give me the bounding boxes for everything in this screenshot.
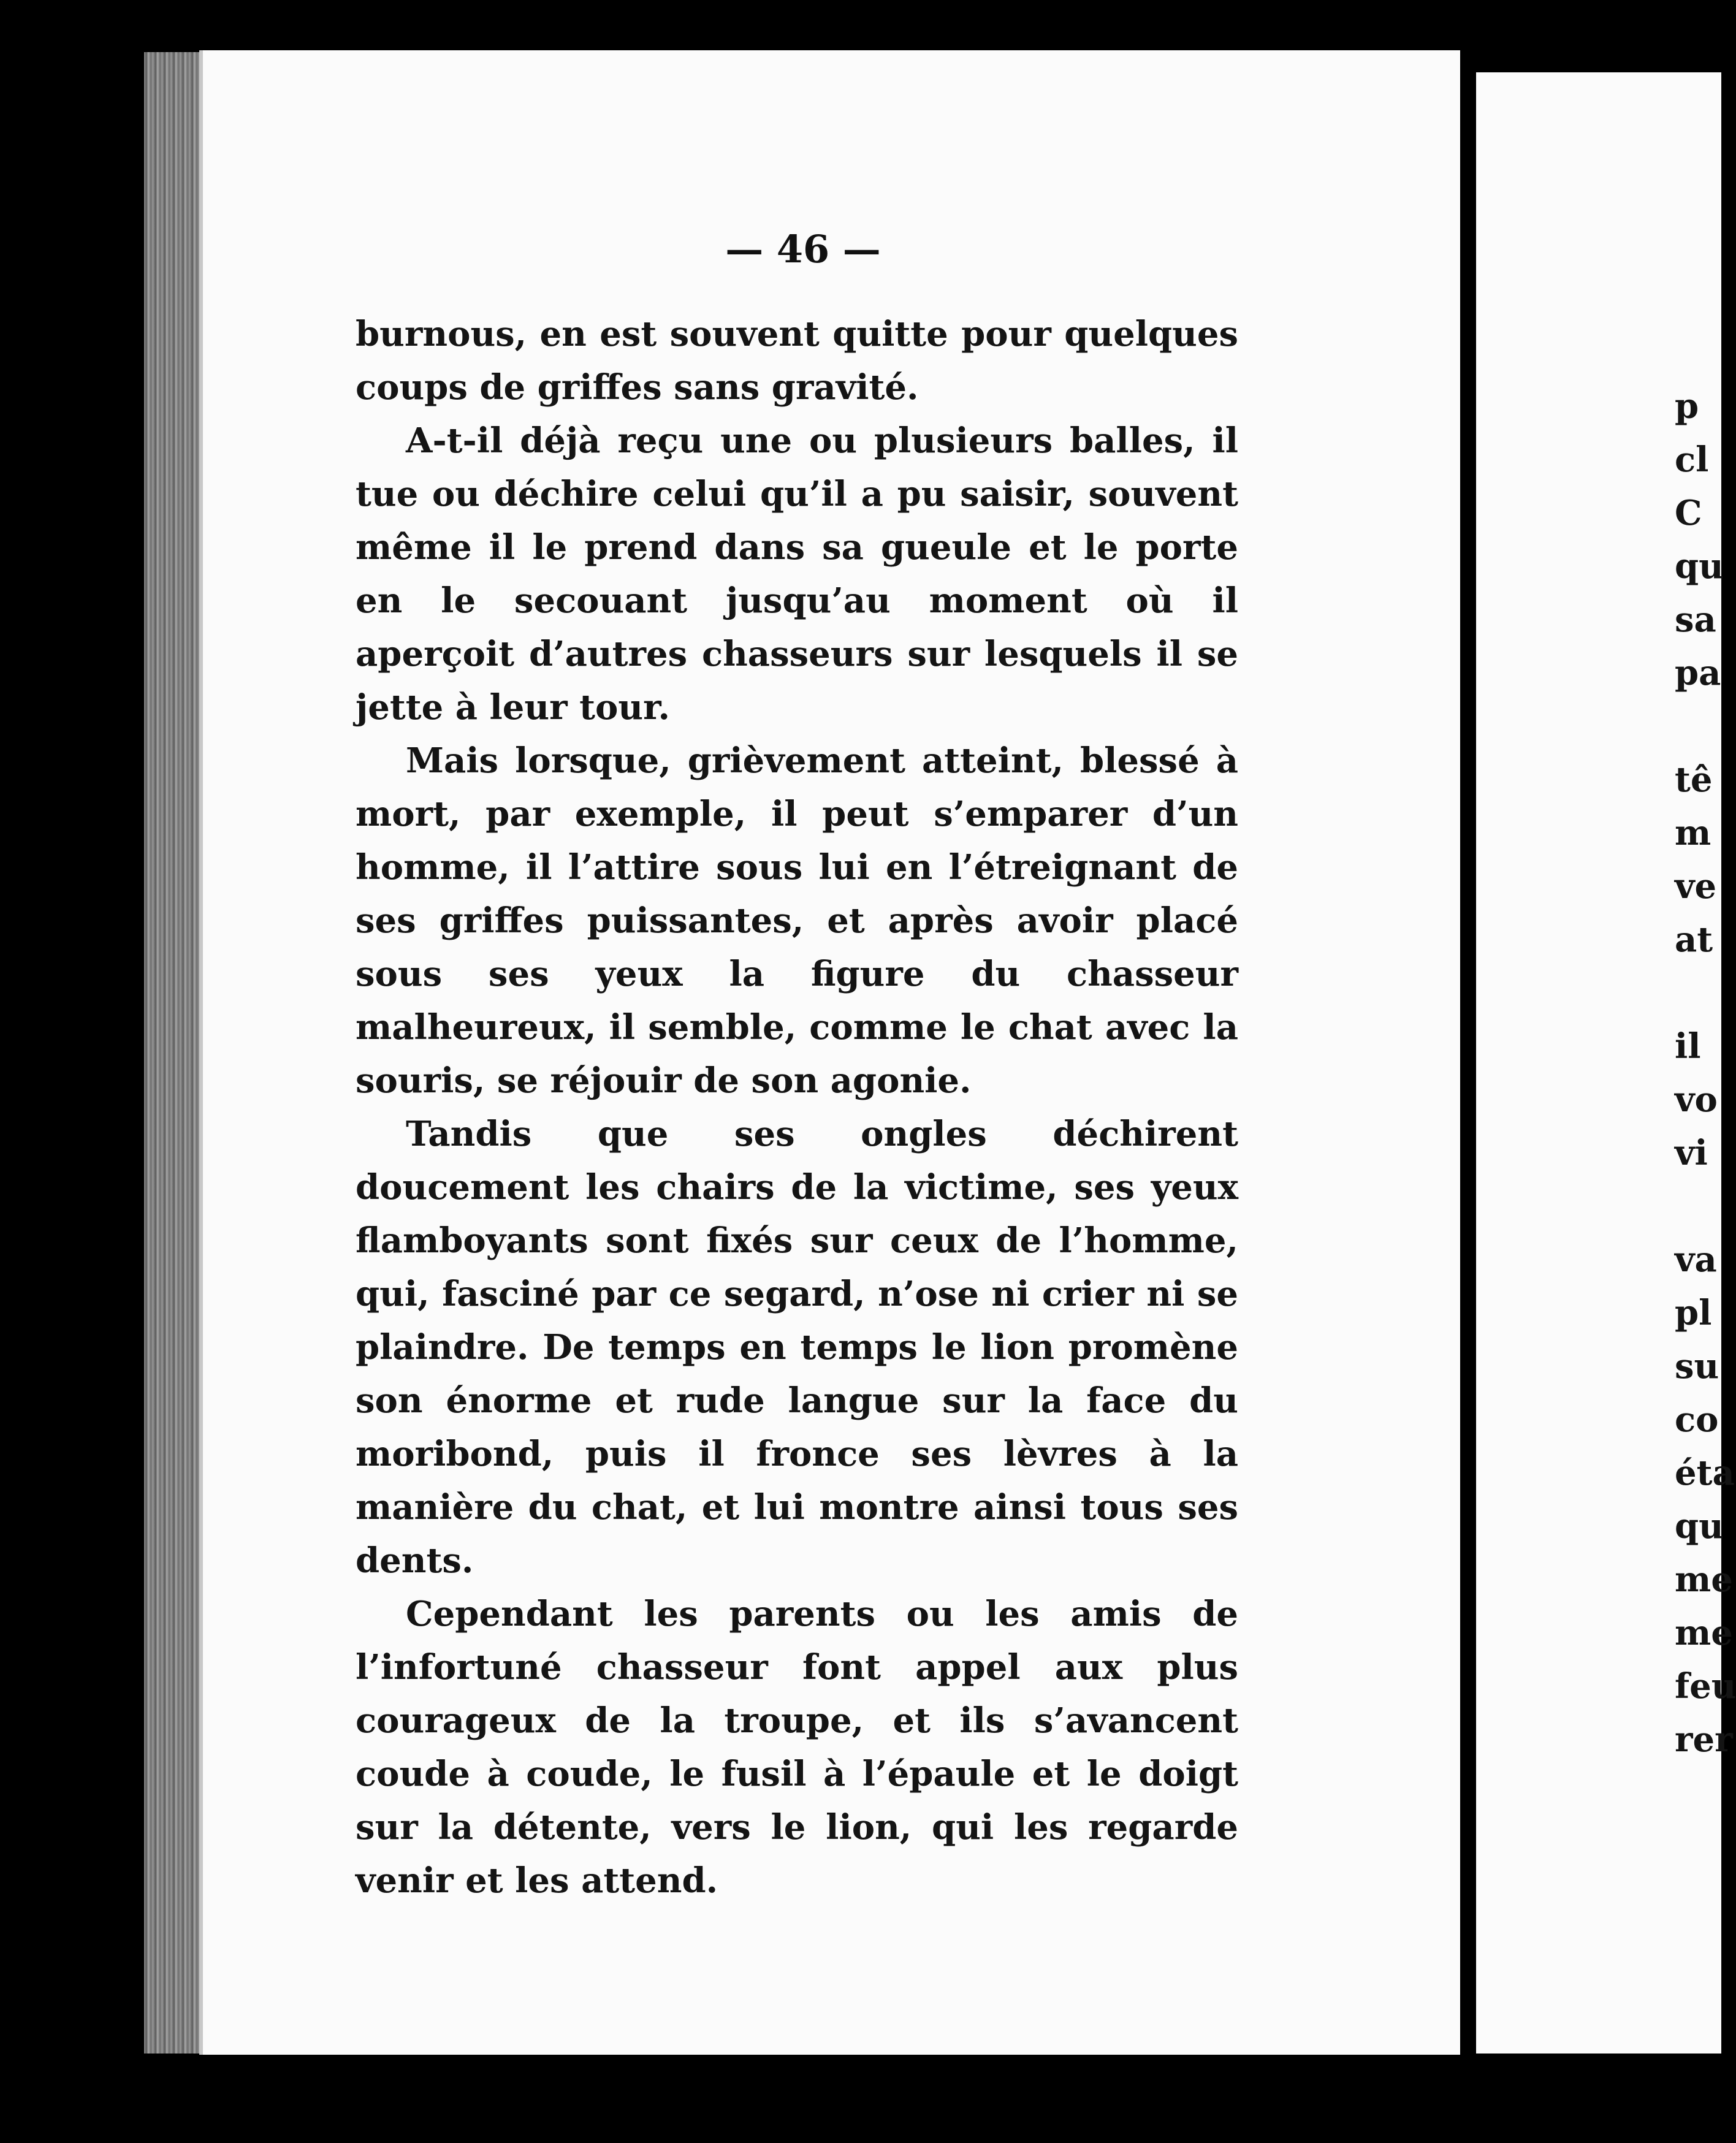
facing-fragment: vi: [1675, 1133, 1708, 1173]
facing-fragment: p: [1675, 386, 1699, 427]
facing-fragment: sa: [1675, 600, 1716, 640]
page-number: — 46 —: [725, 227, 881, 272]
facing-fragment: tê: [1675, 759, 1713, 800]
facing-fragment: éta: [1675, 1453, 1735, 1493]
paragraph-4: Tandis que ses ongles déchirent doucement les chairs de la victime, ses yeux flamboyants sont fixés sur ceux de l’homme, qui, fasciné par ce segard, n’ose ni crier ni se plaindre. De temps en temps le lion promène son énorme et rude langue sur la face du moribond, puis il fronce ses lèvres à la manière du chat, et lui montre ainsi tous ses dents.: [356, 1114, 1238, 1581]
paragraph-1: burnous, en est souvent quitte pour quelques coups de griffes sans gravité.: [356, 314, 1238, 408]
facing-fragment: co: [1675, 1399, 1719, 1440]
facing-fragment: rer: [1675, 1719, 1733, 1760]
facing-fragment: m: [1675, 813, 1711, 853]
facing-fragment: pl: [1675, 1293, 1712, 1333]
facing-fragment: pa: [1675, 653, 1721, 693]
facing-fragment: ve: [1675, 866, 1717, 907]
book-spine: [144, 52, 202, 2054]
facing-fragment: qu: [1675, 1506, 1724, 1547]
facing-page-text: [1675, 380, 1736, 1767]
facing-fragment: feu: [1675, 1666, 1736, 1707]
facing-fragment: qu: [1675, 546, 1724, 587]
facing-fragment: su: [1675, 1346, 1719, 1387]
paragraph-2: A-t-il déjà reçu une ou plusieurs balles, il tue ou déchire celui qu’il a pu saisir, souvent même il le prend dans sa gueule et le porte en le secouant jusqu’au moment où il aperçoit d’autres chasseurs sur lesquels il se jette à leur tour.: [356, 421, 1238, 728]
facing-fragment: C: [1675, 493, 1702, 533]
facing-fragment: va: [1675, 1239, 1717, 1280]
facing-fragment: me: [1675, 1559, 1733, 1600]
facing-fragment: me: [1675, 1613, 1733, 1653]
facing-fragment: il: [1675, 1026, 1701, 1067]
facing-fragment: vo: [1675, 1079, 1718, 1120]
body-text: [356, 308, 1238, 1908]
paragraph-5: Cependant les parents ou les amis de l’infortuné chasseur font appel aux plus courageux de la troupe, et ils s’avancent coude à coude, le fusil à l’épaule et le doigt sur la détente, vers le lion, qui les regarde venir et les attend.: [356, 1594, 1238, 1901]
facing-fragment: cl: [1675, 440, 1709, 480]
paragraph-3: Mais lorsque, grièvement atteint, blessé à mort, par exemple, il peut s’emparer d’un homme, il l’attire sous lui en l’étreignant de ses griffes puissantes, et après avoir placé sous ses yeux la figure du chasseur malheureux, il semble, comme le chat avec la souris, se réjouir de son agonie.: [356, 740, 1238, 1101]
facing-fragment: at: [1675, 919, 1713, 960]
